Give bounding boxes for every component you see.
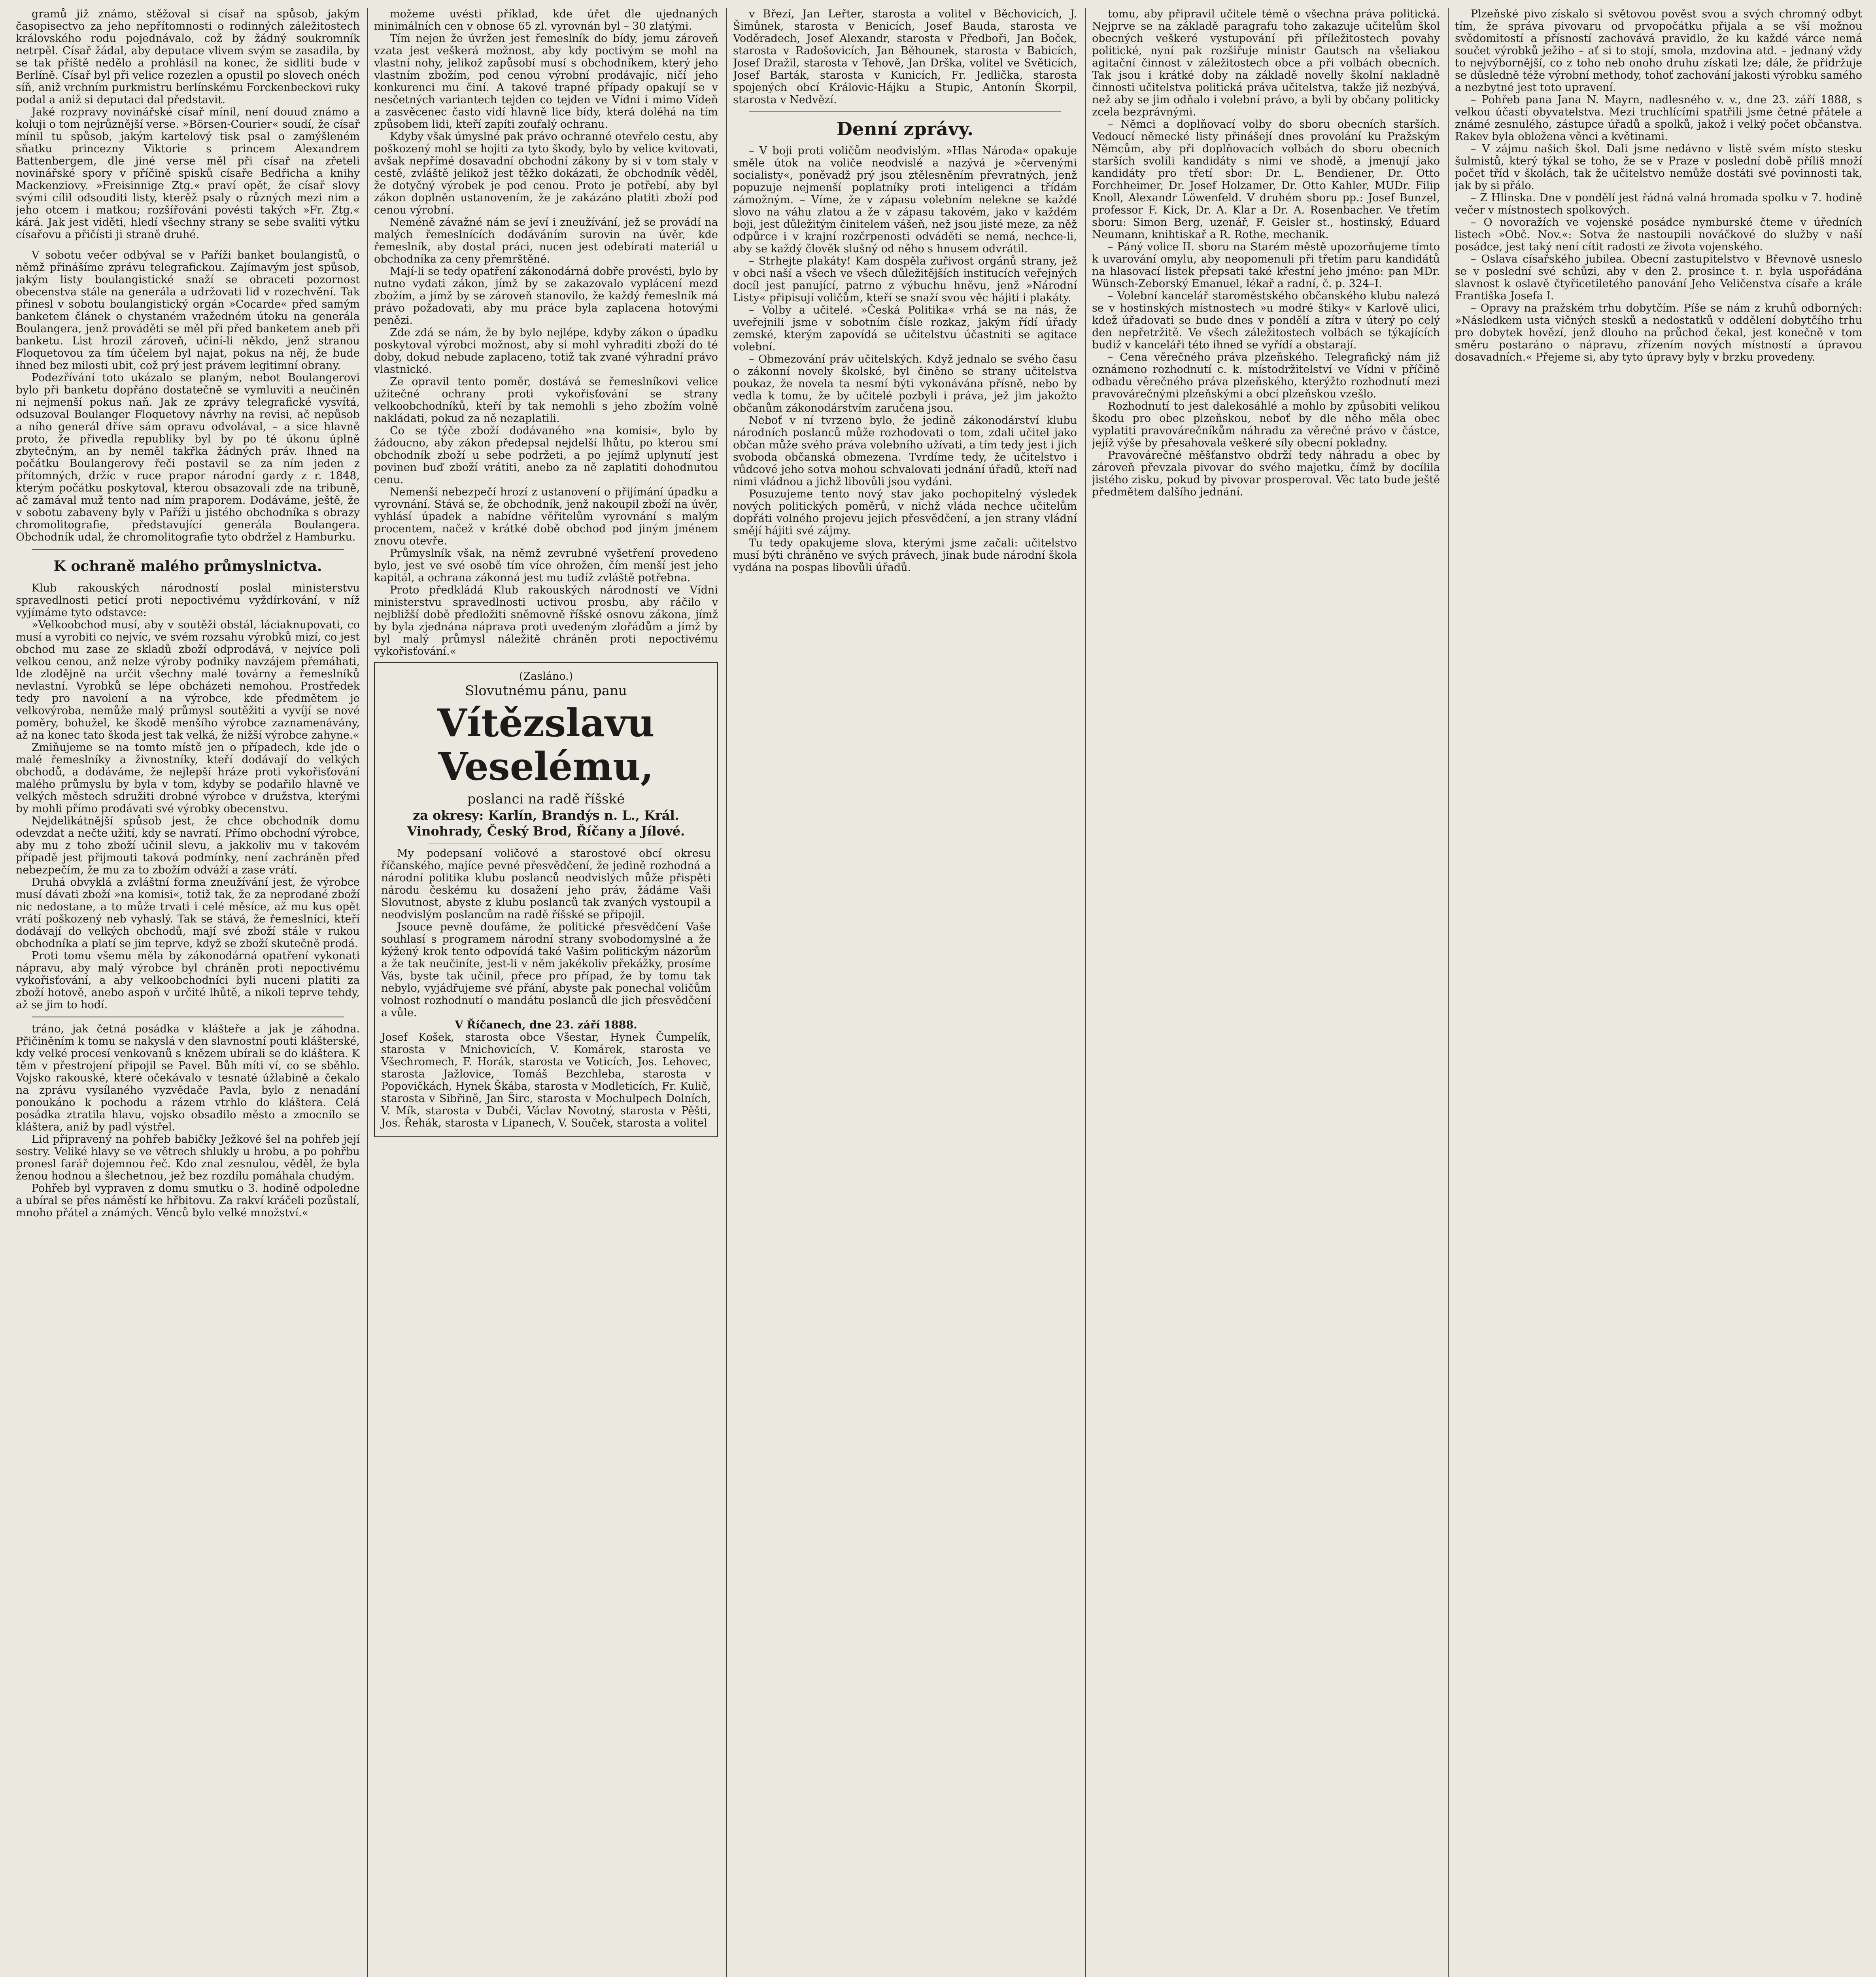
column-rule (1448, 8, 1449, 1977)
divider (32, 549, 344, 550)
column-5 (1455, 8, 1862, 1977)
article-paragraph: – Obmezování práv učitelských. Když jednalo se svého času o zákonní novely školské, byl činěno se strany učitelstva poukaz, že novela ta nesmí býti vykonávána přísně, nebo by vedla k tomu, že by učitelé pozbyli i práva, jež jim jakožto občanům zákonodárstvím zaručena jsou. (733, 353, 1077, 414)
article-paragraph: – V boji proti voličům neodvislým. »Hlas Národa« opakuje směle útok na voliče neodvislé a nazývá je »červenými socialisty«, poněvadž prý jsou ztělesněním převratných, jenž popuzuje nejmenší poplatníky proti inteligenci a třídám zámožným. – Víme, že v zápasu volebním nelekne se každé slovo na váhu zlatou a že v zápasu takovém, jako v každém boji, jest důležitým činitelem vášeň, než jsou jisté meze, za něž odpůrce i v krajní rozčrpenosti odváděti se nemá, nechce-li, aby se každý člověk slušný od něho s hnusem odvrátil. (733, 145, 1077, 255)
article-paragraph: – Pohřeb pana Jana N. Mayrn, nadlesného v. v., dne 23. září 1888, s velkou účastí obyvatelstva. Mezi truchlícími spatřili jsme četné přátele a známé zesnulého, zástupce úřadů a spolků, jakož i velký počet občanstva. Rakev byla obložena věnci a květinami. (1455, 94, 1862, 143)
article-paragraph: Rozhodnutí to jest dalekosáhlé a mohlo by způsobiti velikou škodu pro obec plzeňskou, neboť by dle něho měla obec vyplatiti pravovárečníkům náhradu za věrečné právo v částce, jejíž výše by přesahovala veškeré síly obecní pokladny. (1092, 400, 1440, 449)
article-paragraph: Pohřeb byl vypraven z domu smutku o 3. hodině odpoledne a ubíral se přes náměstí ke hřbitovu. Za rakví kráčeli pozůstalí, mnoho přátel a známých. Věnců bylo velké množství.« (16, 1182, 360, 1219)
column-rule (726, 8, 727, 1977)
letter-signatures: Josef Košek, starosta obce Všestar, Hynek Čumpelík, starosta v Mnichovicích, V. Komárek, starosta ve Všechromech, F. Horák, starosta ve Voticích, Jos. Lehovec, starosta Jažlovice, Tomáš Bezchleba, starosta v Popovičkách, Hynek Škába, starosta v Modleticích, Fr. Kulič, starosta v Sibřině, Jan Širc, starosta v Mochulpech Dolních, V. Mík, starosta v Dubči, Václav Novotný, starosta v Pěšti, Jos. Řehák, starosta v Lipanech, V. Souček, starosta a volitel (381, 1031, 711, 1129)
article-paragraph: Proto předkládá Klub rakouských národností ve Vídni ministerstvu spravedlnosti uctivou prosbu, aby ráčilo v nejbližší době předložiti sněmovně říšské osnovu zákona, jímž by byla zjednána náprava proti uvedeným zlořádům a jímž by byl malý průmysl náležitě chráněn proti nepoctivému vykořisťování.« (374, 584, 718, 658)
article-paragraph: Lid připravený na pohřeb babičky Ježkové šel na pohřeb její sestry. Veliké hlavy se ve větrech shlukly u hrobu, a po pohřbu pronesl farář dojemnou řeč. Kdo znal zesnulou, věděl, že byla ženou hodnou a šlechetnou, jež bez rozdílu pomáhala chudým. (16, 1133, 360, 1182)
article-paragraph: Nejdelikátnější spůsob jest, že chce obchodník domu odevzdat a nečte užití, kdy se navratí. Přímo obchodní výrobce, aby mu z toho zboží učinil slevu, a jakkoliv mu v takovém případě jest přijmouti taková podmínky, není zachráněn před nebezpečím, že mu za to zbožím odváží a zase vrátí. (16, 815, 360, 876)
article-paragraph: tomu, aby připravil učitele témě o všechna práva politická. Nejprve se na základě paragrafu toho zakazuje učitelům škol obecných veškeré vystupování při příležitostech povahy politické, nyní pak rozšiřuje ministr Gautsch na všeliakou agitační činnost v záležitostech obce a při volbách obecních. Tak jsou i krátké doby na základě novelly školní nakladně činnosti učitelstva politická práva učitelstva, takže již nezbývá, než aby se jim odňalo i volební právo, a byli by občany politicky zcela bezprávnými. (1092, 8, 1440, 118)
article-paragraph: Ze opravil tento poměr, dostává se řemeslníkovi velice užitečné ochrany proti vykořisťování se strany velkoobchodníků, kteří by tak nemohli s jeho zbožím volně nakládati, pokud za ně nezaplatili. (374, 376, 718, 425)
article-paragraph: tráno, jak četná posádka v klášteře a jak je záhodna. Přičiněním k tomu se nakyslá v den slavnostní pouti klášterské, kdy velké procesí venkovanů s knězem ubírali se do kláštera. K těm v přestrojení připojil se Pavel. Bůh míti ví, co se sběhlo. Vojsko rakouské, které očekávalo v tesnaté úžlabině a čekalo na zprávu vysílaného vyzvědače Pavla, bylo z nenadání ponoukáno k pochodu a rázem vtrhlo do kláštera. Celá posádka ztratila hlavu, vojsko obsadilo město a zmocnilo se kláštera, aniž by padl výstřel. (16, 1023, 360, 1133)
article-paragraph: – Volby a učitelé. »Česká Politika« vrhá se na nás, že uveřejnili jsme v sobotním čísle rozkaz, jakým řídí úřady zemské, kterým zapovídá se učitelstvu účastniti se agitace volební. (733, 304, 1077, 353)
article-paragraph: Neméně závažné nám se jeví i zneužívání, jež se provádí na malých řemeslnících dodáváním surovin na úvěr, kde řemeslník, aby dostal práci, nucen jest odebírati materiál u obchodníka za ceny přemrštěné. (374, 216, 718, 265)
section-heading: K ochraně malého průmyslnictva. (53, 558, 322, 575)
letter-body: Jsouce pevně doufáme, že politické přesvědčení Vaše souhlasí s programem národní strany svobodomyslné a že kýžený krok tento odpovídá také Vašim politickým názorům a že tak neučiníte, jest-li v něm jakékoliv překážky, prosíme Vás, byste tak učinil, přece pro případ, že by tomu tak nebylo, vyjádřujeme své přání, abyste pak ponechal voličům volnost rozhodnutí o mandátu poslanců dle jich přesvědčení a vůle. (381, 921, 711, 1019)
article-paragraph: – Opravy na pražském trhu dobytčím. Píše se nám z kruhů odborných: »Následkem usta vičných stesků a nedostatků v oddělení dobytčího trhu pro dobytek hovězí, jenž dlouho na průchod čekal, jest konečně v tom směru postaráno o nápravu, zřízením nových místností a úpravou dosavadních.« Přejeme si, aby tyto úpravy byly v brzku provedeny. (1455, 302, 1862, 363)
column-rule (1085, 8, 1086, 1977)
article-paragraph: – Z Hlinska. Dne v pondělí jest řádná valná hromada spolku v 7. hodině večer v místnostech spolkových. (1455, 192, 1862, 216)
section-heading: Denní zprávy. (836, 118, 974, 140)
column-1 (16, 8, 360, 1977)
article-paragraph: Zde zdá se nám, že by bylo nejlépe, kdyby zákon o úpadku poskytoval výrobci možnost, aby si mohl vyhraditi zboží do té doby, dokud nebude zaplaceno, totiž tak zvané výhradní právo vlastnické. (374, 327, 718, 376)
letter-title: poslanci na radě říšské (467, 791, 625, 807)
article-paragraph: Mají-li se tedy opatření zákonodárná dobře provésti, bylo by nutno vydati zákon, jímž by se zakazovalo vyplácení mezd zbožím, a jímž by se zároveň stanovilo, že každý řemeslník má právo požadovati, aby mu práce byla zaplacena hotovými penězi. (374, 265, 718, 327)
letter-salutation: Slovutnému pánu, panu (465, 683, 627, 699)
article-paragraph: Tu tedy opakujeme slova, kterými jsme začali: učitelstvo musí býti chráněno ve svých právech, jinak bude národní škola vydána na pospas libovůli úřadů. (733, 537, 1077, 574)
column-rule (367, 8, 368, 1977)
article-paragraph: V sobotu večer odbýval se v Paříži banket boulangistů, o němž přinášíme zprávu telegrafickou. Zajímavým jest spůsob, jakým listy boulangistické snaží se obraceti pozornost obecenstva stále na generála a udržovati lid v rozechvění. Tak přinesl v sobotu boulangistický orgán »Cocarde« před samým banketem článek o chystaném vražedném útoku na generála Boulangera, jenž prováděti se měl při před banketem aneb při banketu. List hrozil zároveň, učiní-li někdo, jenž stranou Floquetovou za tím účelem byl najat, pokus na něj, že bude ihned bez milosti ubit, což prý jest právem legitimní obrany. (16, 249, 360, 372)
article-paragraph: Klub rakouských národností poslal ministerstvu spravedlnosti peticí proti nepoctivému vyždírkování, v níž vyjímáme tyto odstavce: (16, 582, 360, 619)
article-paragraph: Plzeňské pivo získalo si světovou pověst svou a svých chromný odbyt tím, že správa pivovaru od prvopočátku přijala a se vší možnou svědomitostí a přísností zachovává pravidlo, že ku každé várce nemá součet výrobků ježiho – ať si to stojí, smola, mzdovina atd. – jednaný vždy to nejvýbornější, co z toho neb onoho druhu získati lze; dále, že přidržuje se důsledně téže výrobní methody, tohoť zachování jakosti výrobku samého a nezbytné jest toto upravení. (1455, 8, 1862, 94)
article-paragraph: Posuzujeme tento nový stav jako pochopitelný výsledek nových politických poměrů, v nichž vláda nechce učitelům dopřáti volného projevu jejich přesvědčení, a jen strany vládní smějí hájiti své zájmy. (733, 488, 1077, 537)
article-paragraph: možeme uvésti příklad, kde úřet dle ujednaných minimálních cen v obnose 65 zl. vyrovnán byl – 30 zlatými. (374, 8, 718, 32)
article-paragraph: – Páný volice II. sboru na Starém městě upozorňujeme tímto k uvarování omylu, aby neopomenuli při třetím paru kandidátů na hlasovací listek přepsati také křestní jeho jméno: pan MDr. Wünsch-Zeborský Emanuel, lékař a radní, č. p. 324–I. (1092, 241, 1440, 290)
article-paragraph: – Volební kancelář staroměstského občanského klubu nalezá se v hostinských místnostech »u modré štiky« v Karlově ulici, kdež úřadovati se bude dnes v pondělí a zítra v úterý po celý den nepřetržitě. Ve všech záležitostech volbách se týkajících budiž v kanceláři této ihned se vyřídí a obstarají. (1092, 290, 1440, 351)
letter-district: za okresy: Karlín, Brandýs n. L., Král. Vinohrady, Český Brod, Říčany a Jílové. (407, 808, 685, 839)
article-paragraph: Proti tomu všemu měla by zákonodárná opatření vykonati nápravu, aby malý výrobce byl chráněn proti nepoctivému vykořisťování, a aby velkoobchodníci byli nuceni platiti za zboží hotově, anebo aspoň v určité lhůtě, a nikoli teprve tehdy, až se jim to hodí. (16, 950, 360, 1011)
letter-place-date: V Říčanech, dne 23. září 1888. (455, 1019, 637, 1031)
article-paragraph: – O novoražích ve vojenské posádce nymburské čteme v úředních listech »Obč. Nov.«: Sotva že nastoupili nováčkové do služby v naší posádce, jest taký není cítit radosti ze života vojenského. (1455, 216, 1862, 253)
column-4 (1092, 8, 1440, 1977)
article-paragraph: Nemenší nebezpečí hrozí z ustanovení o přijímání úpadku a vyrovnání. Stává se, že obchodník, jenž nakoupil zboží na úvěr, vyhlásí úpadek a nabídne věřitelům vyrovnání s malým procentem, načež v krátké době obchod pod jiným jménem znovu otevře. (374, 486, 718, 547)
article-paragraph: – Němci a doplňovací volby do sboru obecních starších. Vedoucí německé listy přinášejí dnes provolání ku Pražským Němcům, aby při doplňovacích volbách do sboru obecních starších svolili kandidáty s nimi ve shodě, a jmenují jako kandidáty pro třetí sbor: Dr. L. Bendiener, Dr. Otto Forchheimer, Dr. Josef Holzamer, Dr. Otto Kahler, MUDr. Filip Knoll, Alexandr Löwenfeld. V druhém sboru pp.: Josef Bunzel, professor F. Kick, Dr. A. Klar a Dr. A. Rosenbacher. Ve třetím sboru: Simon Berg, uzenář, F. Geisler st., hostinský, Eduard Neumann, knihtiskař a R. Rothe, mechanik. (1092, 118, 1440, 241)
article-paragraph: Pravovárečné měšťanstvo obdrží tedy náhradu a obec by zároveň převzala pivovar do svého majetku, čímž by docílila jistého zisku, pokud by pivovar prosperoval. Věc tato bude ještě předmětem dalšího jednání. (1092, 449, 1440, 498)
letter-addressee: Vítězslavu Veselému, (437, 701, 655, 789)
article-paragraph: – Strhejte plakáty! Kam dospěla zuřivost orgánů strany, jež v obci naší a všech ve všech důležitějších institucích veřejných docíl jest panující, patrno z výbuchu hněvu, jenž »Národní Listy« připisují voličům, kteří se snaží svou věc hájiti i plakáty. (733, 255, 1077, 304)
column-3 (733, 8, 1077, 1977)
article-paragraph: Jaké rozpravy novinářské císař mínil, není douud známo a koluji o tom nejrůznější verse. »Börsen-Courier« soudí, že císař mínil tu spůsob, jakým kartelový tisk psal o zamýšleném sňatku princezny Viktorie s princem Alexandrem Battenbergem, dle jiné verse měl při císař na zřeteli novinářské spory v příčině spisků císaře Bedřicha a knihy Mackenziovy. »Freisinnige Ztg.« praví opět, že císař slovy svými cílil odsouditi listy, kterěž psaly o různých mezi nim a jeho otcem i matkou; rozšířováni povésti takých »Fr. Ztg.« kárá. Jak jest viděti, hledí všechny strany se sebe svaliti výtku císařovu a přičísti ji straně druhé. (16, 106, 360, 241)
article-paragraph: Zmiňujeme se na tomto místě jen o případech, kde jde o malé řemeslníky a živnostníky, kteří dodávají do velkých obchodů, a dodáváme, že nejlepší hráze proti vykořisťování malého průmyslu by byla v tom, kdyby se podařilo hlavně ve velkých městech sdružiti drobné výrobce v družstva, kterými by mohli přímo prodávati své výrobky obecenstvu. (16, 741, 360, 815)
article-paragraph: – V zájmu našich škol. Dali jsme nedávno v listě svém místo stesku šulmistů, který týkal se toho, že se v Praze v poslední době příliš množí počet tříd v školách, tak že učitelstvo nemůže dostáti své povinnosti tak, jak by si přálo. (1455, 143, 1862, 192)
article-paragraph: v Březí, Jan Leřter, starosta a volitel v Běchovicích, J. Šimůnek, starosta v Benicích, Josef Bauda, starosta ve Voděradech, Josef Alexandr, starosta v Předboři, Jan Boček, starosta v Radošovicích, Jan Běhounek, starosta v Babicích, Josef Dražil, starosta v Tehově, Jan Drška, volitel ve Světicích, Josef Barták, starosta v Kunicích, Fr. Jedlička, starosta spojených obcí Královic-Hájku a Stupic, Antonín Škorpil, starosta v Nedvězí. (733, 8, 1077, 106)
open-letter-box (374, 662, 718, 1137)
article-paragraph: gramů již známo, stěžoval si císař na spůsob, jakým časopisectvo za jeho nepřítomnosti o rodinných záležitostech královského rodu pojednávalo, což by žádný soukromník netrpěl. Císař žádal, aby deputace vlivem svým se zasadila, by se tak příště nedělo a prohlásil na konec, že sidliti bude v Berlíně. Císař byl při velice rozezlen a opustil po slovech onéch síň, aniž vrchním purkmistru berlínskému Forckenbeckovi ruky podal a aniž si deputaci dal představit. (16, 8, 360, 106)
article-paragraph: Kdyby však úmyslné pak právo ochranné otevřelo cestu, aby poškozený mohl se hojiti za tyto škody, bylo by velice kvitovati, avšak nepřímé dosavadní obchodní zákony by si v tom staly v cestě, zvláště jelikož jest těžko dokázati, že obchodník věděl, že dotyčný výrobek je pod cenou. Proto je potřebí, aby byl zákon doplněn ustanovením, že je zakázáno platiti zboží pod cenou výrobní. (374, 130, 718, 216)
article-paragraph: Co se týče zboží dodávaného »na komisi«, bylo by žádoucno, aby zákon předepsal nejdelší lhůtu, po kterou smí obchodník zboží u sebe podržeti, a po jejímž uplynutí jest povinen buď zboží vrátiti, anebo za ně zaplatiti dohodnutou cenu. (374, 425, 718, 486)
article-paragraph: Podezřívání toto ukázalo se planým, nebot Boulangerovi bylo při banketu dopřáno dostatečně se vymluviti a neučiněn ni nejmenší pokus naň. Jak ze zprávy telegrafické vysvítá, odsuzoval Boulanger Floquetovy návrhy na revisi, ač nepůsob a ního generál dříve sám opravu odvolával, – a sice hlavně proto, že přivedla republiky byl by po té úkonu úplně zbytečným, an by neměl takřka žádných práv. Ihned na počátku Boulangerovy řeči postavil se za ním jeden z přítomných, držíc v ruce prapor národní gardy z r. 1848, kterým počátku poskytoval, kterou obsazovali zde na tribuně, ač zamával muž tento nad ním praporem. Dodáváme, ještě, že v sobotu zabaveny byly v Paříži u jistého obchodníka s obrazy chromolitografie, představující generála Boulangera. Obchodník udal, že chromolitografie tyto obdržel z Hamburku. (16, 372, 360, 543)
letter-body: My podepsaní voličové a starostové obcí okresu říčanského, majíce pevné přesvědčení, že jedině rozhodná a národní politika klubu poslanců neodvislých může přispěti národu českému ku dosažení jeho práv, žádáme Vaši Slovutnost, abyste z klubu poslanců tak zvaných vystoupil a neodvislým poslancům na radě říšské se připojil. (381, 847, 711, 921)
article-paragraph: Průmyslník však, na němž zevrubné vyšetření provedeno bylo, jest ve své osobě tím více ohrožen, čím menší jest jeho kapitál, a ochrana zákonná jest mu tudíž zvláště potřebna. (374, 547, 718, 584)
article-paragraph: Neboť v ní tvrzeno bylo, že jedině zákonodárství klubu národních poslanců může rozhodovati o tom, zdali učitel jako občan může svého práva volebního užívati, a tím tedy jest i jich svoboda občanská obmezena. Tvrdíme tedy, že učitelstvo i vůdcové jeho sotva mohou schvalovati jednání úřadů, kteří nad nimi vládnou a jichž libovůli jsou vydáni. (733, 414, 1077, 488)
article-paragraph: – Oslava císařského jubilea. Obecní zastupitelstvo v Břevnově usneslo se v poslední své schůzi, aby v den 2. prosince t. r. byla uspořádána slavnost k oslavě čtyřicetiletého panování Jeho Veličenstva císaře a krále Františka Josefa I. (1455, 253, 1862, 302)
article-paragraph: »Velkoobchod musí, aby v soutěži obstál, láciaknupovati, co musí a vyrobiti co nejvíc, ve svém rozsahu výrobků mizí, co jest obchod mu zase ze skladů zboží odprodává, v nejvíce poli velkou cenou, anž nelze výroby podniky navzájem přemáhati, lde zlodějně na určit všechny malé továrny a řemeslníků nevlastní. Vyrobků se lépe obcházeti nemohou. Prostředek tedy pro navolení a na výrobce, kde předmětem je velkovýroba, nemůže malý průmysl soutěžiti a vyvíjí se nové poměry, bohužel, ke škodě menšího výrobce zaznamenávány, až na konec tato škoda jest tak velká, že nižší výrobce zahyne.« (16, 619, 360, 741)
column-2 (374, 8, 718, 1977)
article-paragraph: Tím nejen že úvržen jest řemeslník do bídy, jemu zároveň vzata jest veškerá možnost, aby kdy poctivým se mohl na vlastní nohy, jelikož zapůsobí musí s obchodníkem, který jeho vlastním zbožím, pod cenou výrobní prodávajíc, ničí jeho konkurenci mu činí. A takové trapné případy opakují se v nesčetných variantech tejden co tejden ve Vídni i mimo Vídeň a zasvěcenec často vidí hlavně lice bídy, která doléhá na tím způsobem lidi, kteří zapíti zoufalý ochranu. (374, 32, 718, 130)
article-paragraph: – Cena věrečného práva plzeňského. Telegrafický nám již oznámeno rozhodnutí c. k. místodržitelství ve Vídni v příčině odbadu věrečného práva plzeňského, kterýžto rozhodnutí mezi pravovárečnými plzeňskými a obcí plzeňskou vzešlo. (1092, 351, 1440, 400)
letter-from: (Zasláno.) (519, 670, 573, 682)
article-paragraph: Druhá obvyklá a zvláštní forma zneužívání jest, že výrobce musí dávati zboží »na komisi«, totiž tak, že za neprodané zboží nic nedostane, a to může trvati i celé měsíce, až mu kus opět vrátí poškozený neb vyhaslý. Tak se stává, že řemeslníci, kteří dodávají do velkých obchodů, mají své zboží stále v rukou obchodníka a platí se jim teprve, když se zboží skutečně prodá. (16, 876, 360, 950)
